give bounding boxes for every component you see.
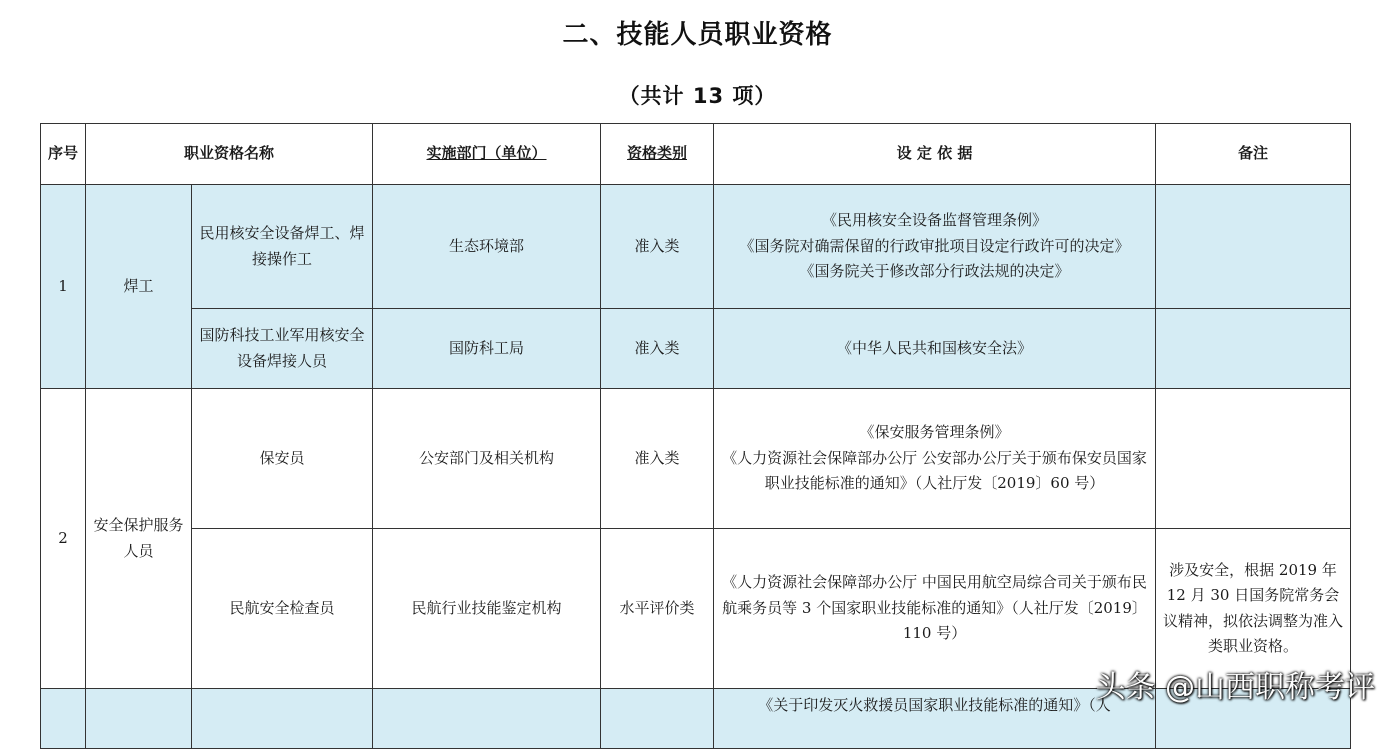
- row-name: 保安员: [192, 389, 373, 529]
- row-dept: 生态环境部: [373, 185, 601, 309]
- header-type-label: 资格类别: [627, 144, 688, 163]
- row-name: [192, 689, 373, 749]
- row-dept: 民航行业技能鉴定机构: [373, 529, 601, 689]
- row-remark: 涉及安全，根据 2019 年 12 月 30 日国务院常务会议精神，拟依法调整为准入类职业资格。: [1156, 529, 1351, 689]
- row-type: 准入类: [601, 185, 714, 309]
- row-name: 民航安全检查员: [192, 529, 373, 689]
- row-name: 民用核安全设备焊工、焊接操作工: [192, 185, 373, 309]
- table-row: [41, 389, 1351, 529]
- header-type: [601, 124, 714, 185]
- document-subtitle: （共计 13 项）: [618, 84, 777, 108]
- row-type: [601, 689, 714, 749]
- row-group: 安全保护服务人员: [86, 389, 192, 689]
- basis-line: 《人力资源社会保障部办公厅 中国民用航空局综合司关于颁布民航乘务员等 3 个国家职业技能标准的通知》（人社厅发〔2019〕110 号）: [722, 573, 1147, 643]
- header-seq: 序号: [41, 124, 86, 185]
- row-basis: [714, 529, 1156, 689]
- row-seq: 1: [41, 185, 86, 389]
- header-dept-label: 实施部门（单位）: [426, 144, 547, 163]
- table-row: [41, 309, 1351, 389]
- basis-line: 《中华人民共和国核安全法》: [837, 338, 1033, 357]
- basis-line: 《国务院对确需保留的行政审批项目设定行政许可的决定》: [739, 236, 1130, 255]
- row-dept: 公安部门及相关机构: [373, 389, 601, 529]
- row-group: 焊工: [86, 185, 192, 389]
- document-title: 二、技能人员职业资格: [562, 20, 833, 50]
- header-dept: [373, 124, 601, 185]
- basis-line: 《保安服务管理条例》: [859, 423, 1010, 442]
- header-basis: 设 定 依 据: [714, 124, 1156, 185]
- row-name: 国防科技工业军用核安全设备焊接人员: [192, 309, 373, 389]
- qualification-table: [40, 123, 1351, 749]
- row-dept: 国防科工局: [373, 309, 601, 389]
- row-seq: 2: [41, 389, 86, 689]
- basis-line: 《民用核安全设备监督管理条例》: [822, 211, 1048, 230]
- basis-line: 《关于印发灭火救援员国家职业技能标准的通知》（人: [758, 696, 1111, 714]
- row-remark: [1156, 185, 1351, 309]
- row-remark: [1156, 309, 1351, 389]
- row-basis: [714, 689, 1156, 749]
- row-remark: [1156, 389, 1351, 529]
- header-name: 职业资格名称: [86, 124, 373, 185]
- header-row: [41, 124, 1351, 185]
- row-seq: [41, 689, 86, 749]
- row-dept: [373, 689, 601, 749]
- row-type: 准入类: [601, 389, 714, 529]
- table-row: [41, 185, 1351, 309]
- row-basis: [714, 185, 1156, 309]
- row-group: [86, 689, 192, 749]
- row-basis: [714, 309, 1156, 389]
- watermark-text: 头条 @山西职称考评: [1095, 670, 1375, 705]
- row-type: 水平评价类: [601, 529, 714, 689]
- header-remark: 备注: [1156, 124, 1351, 185]
- basis-line: 《人力资源社会保障部办公厅 公安部办公厅关于颁布保安员国家职业技能标准的通知》（人社厅发〔2019〕60 号）: [722, 448, 1147, 493]
- basis-line: 《国务院关于修改部分行政法规的决定》: [799, 262, 1070, 281]
- row-type: 准入类: [601, 309, 714, 389]
- row-basis: [714, 389, 1156, 529]
